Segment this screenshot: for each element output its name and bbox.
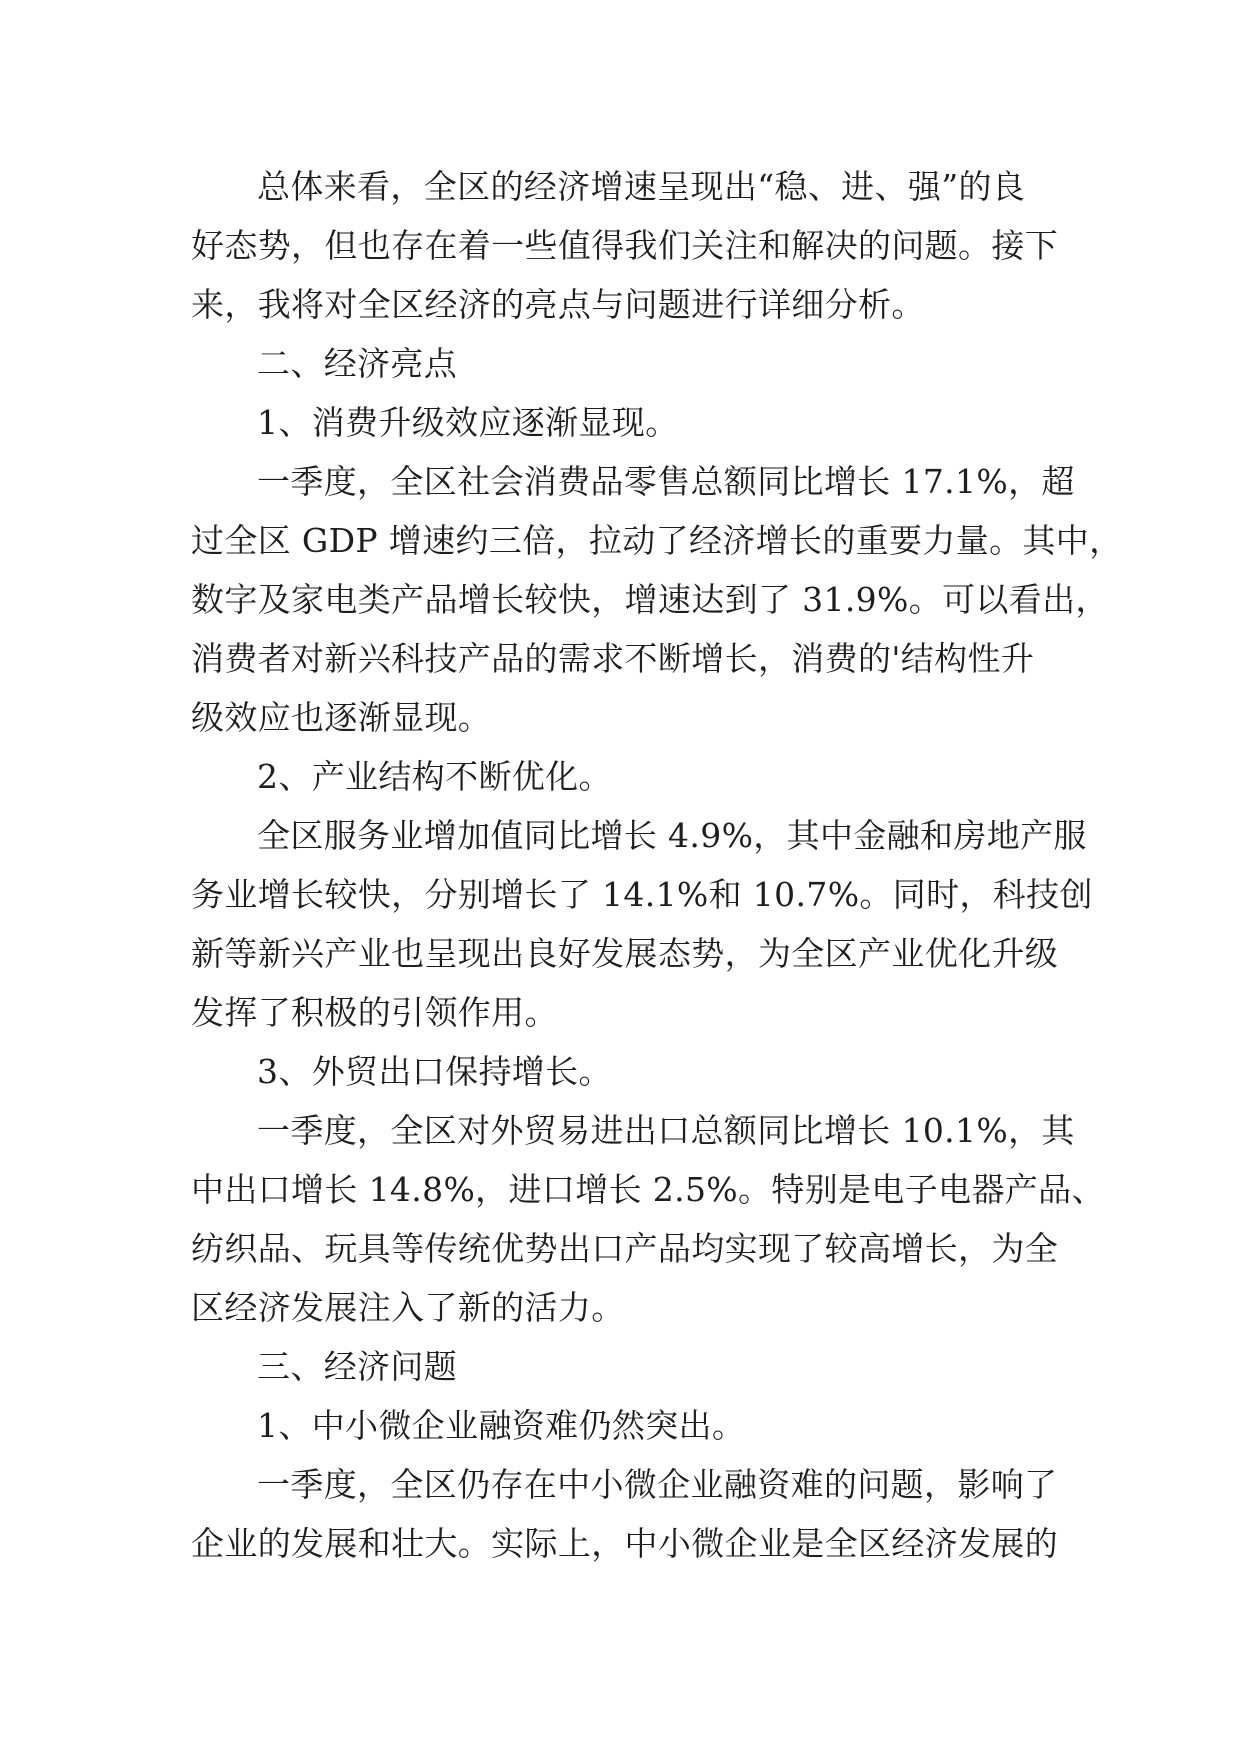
item-heading-trade: 3、外贸出口保持增长。	[257, 1052, 612, 1091]
item-heading-consumption: 1、消费升级效应逐渐显现。	[257, 403, 679, 442]
item-heading-industry: 2、产业结构不断优化。	[257, 757, 612, 796]
body-paragraph-industry: 全区服务业增加值同比增长 4.9%，其中金融和房地产服 务业增长较快，分别增长了 14.1%和 10.7%。同时，科技创 新等新兴产业也呈现出良好发展态势，为全区产业优化升级 发挥了积极的引领作用。	[191, 816, 1093, 1032]
body-paragraph-trade: 一季度，全区对外贸易进出口总额同比增长 10.1%，其 中出口增长 14.8%，进口增长 2.5%。特别是电子电器产品、 纺织品、玩具等传统优势出口产品均实现了较高增长，为全 区经济发展注入了新的活力。	[191, 1111, 1105, 1327]
body-paragraph-consumption: 一季度，全区社会消费品零售总额同比增长 17.1%，超 过全区 GDP 增速约三倍，拉动了经济增长的重要力量。其中， 数字及家电类产品增长较快，增速达到了 31.9%。可以看出， 消费者对新兴科技产品的需求不断增长，消费的'结构性升 级效应也逐渐显现。	[191, 462, 1123, 737]
document-body	[191, 157, 1123, 1573]
body-paragraph-overview: 总体来看，全区的经济增速呈现出“稳、进、强”的良 好态势，但也存在着一些值得我们关注和解决的问题。接下 来，我将对全区经济的亮点与问题进行详细分析。	[191, 167, 1059, 324]
section-heading-highlights: 二、经济亮点	[257, 344, 458, 383]
section-heading-problems: 三、经济问题	[257, 1347, 458, 1386]
body-paragraph-financing: 一季度，全区仍存在中小微企业融资难的问题，影响了 企业的发展和壮大。实际上，中小微企业是全区经济发展的	[191, 1465, 1059, 1563]
item-heading-financing: 1、中小微企业融资难仍然突出。	[257, 1406, 746, 1445]
